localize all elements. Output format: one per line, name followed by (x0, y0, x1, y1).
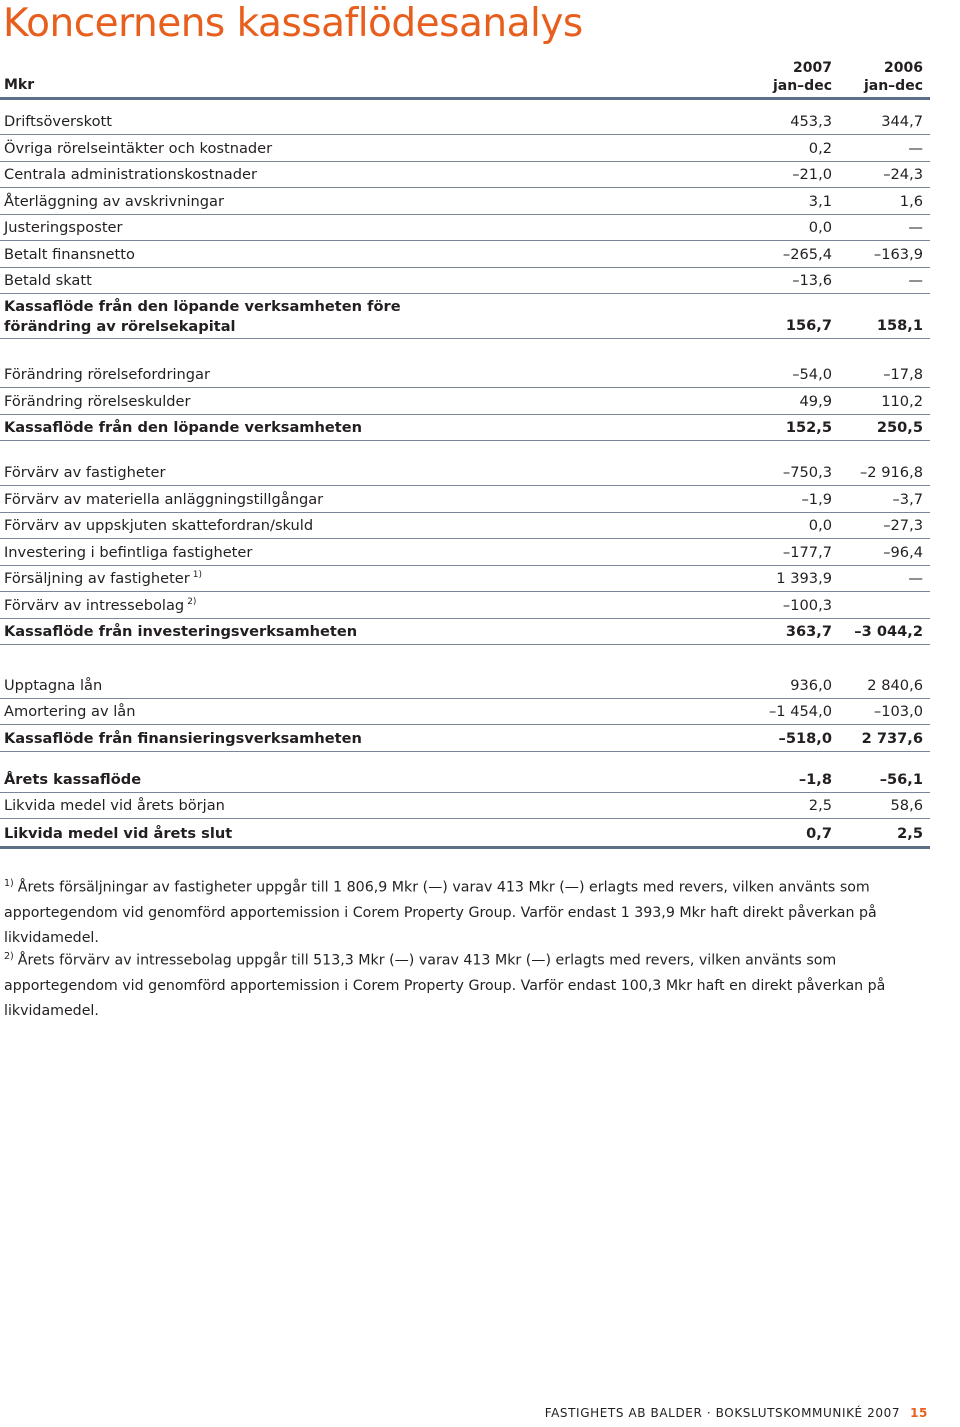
footnote-text: Årets förvärv av intressebolag uppgår till 513,3 Mkr (—) varav 413 Mkr (—) erlagts med revers, vilken använts som apportegendom vid genomförd apportemission i Corem Property Group. Varför endast 100,3 Mkr haft en direkt påverkan på likvidamedel. (4, 952, 886, 1019)
row-label: Upptagna lån (4, 677, 103, 694)
column-year: 2007 (793, 60, 832, 76)
value-2006: — (908, 272, 923, 289)
table-row (0, 135, 930, 162)
row-label-text: Förvärv av intressebolag (4, 597, 185, 614)
row-label: Kassaflöde från den löpande verksamheten (4, 419, 363, 436)
table-row (0, 672, 930, 699)
value-2007: 156,7 (785, 317, 832, 334)
page-footer (545, 1406, 928, 1420)
value-2006: 1,6 (899, 193, 923, 210)
value-2007: –13,6 (792, 272, 832, 289)
table-row (0, 361, 930, 388)
value-2007: –177,7 (782, 544, 832, 561)
value-2006: –3,7 (892, 491, 923, 508)
value-2006: — (908, 140, 923, 157)
column-period: jan–dec (772, 78, 832, 94)
value-2007: –1,8 (798, 771, 832, 788)
value-2006: 110,2 (881, 393, 923, 410)
table-row (0, 698, 930, 725)
row-label: Förvärv av fastigheter (4, 464, 166, 481)
value-2007: –518,0 (778, 730, 832, 747)
row-label (4, 597, 196, 614)
value-2006: 344,7 (881, 113, 923, 130)
page-title: Koncernens kassaflödesanalys (3, 1, 583, 46)
row-label: Driftsöverskott (4, 113, 112, 130)
row-label: Årets kassaflöde (4, 771, 142, 788)
column-period: jan–dec (863, 78, 923, 94)
value-2007: 0,7 (806, 825, 832, 842)
value-2006: 2,5 (897, 825, 923, 842)
subtotal-row (0, 766, 930, 793)
value-2006: –2 916,8 (860, 464, 923, 481)
total-row (0, 820, 930, 849)
row-label-text: Försäljning av fastigheter (4, 570, 190, 587)
row-label: Likvida medel vid årets början (4, 797, 225, 814)
value-2006: –17,8 (883, 366, 923, 383)
value-2007: –54,0 (792, 366, 832, 383)
value-2007: 936,0 (790, 677, 832, 694)
table-row (0, 512, 930, 539)
value-2006: –56,1 (879, 771, 923, 788)
footnote-1 (4, 871, 924, 951)
footer-text: FASTIGHETS AB BALDER · BOKSLUTSKOMMUNIKÉ 2007 (544, 1406, 901, 1420)
subtotal-row (0, 618, 930, 645)
footnote-2 (4, 944, 924, 1024)
row-label: Betald skatt (4, 272, 92, 289)
value-2007: 3,1 (808, 193, 832, 210)
row-label: Övriga rörelseintäkter och kostnader (4, 140, 273, 157)
value-2006: –24,3 (883, 166, 923, 183)
table-row (0, 592, 930, 619)
table-row (0, 108, 930, 135)
row-label: Förändring rörelseskulder (4, 393, 191, 410)
row-label: Kassaflöde från investeringsverksamheten (4, 623, 358, 640)
row-label-line: förändring av rörelsekapital (4, 318, 236, 335)
table-row (0, 241, 930, 268)
value-2007: 363,7 (785, 623, 832, 640)
value-2007: –265,4 (782, 246, 832, 263)
value-2006: 2 737,6 (861, 730, 923, 747)
column-year: 2006 (884, 60, 923, 76)
value-2007: 1 393,9 (776, 570, 832, 587)
value-2006: 58,6 (890, 797, 923, 814)
header-rule (0, 97, 930, 100)
subtotal-row (0, 414, 930, 441)
row-label: Centrala administrationskostnader (4, 166, 257, 183)
value-2007: –750,3 (782, 464, 832, 481)
value-2007: –100,3 (782, 597, 832, 614)
table-row (0, 792, 930, 819)
row-label: Förändring rörelsefordringar (4, 366, 210, 383)
footnote-marker: 2) (4, 951, 14, 962)
value-2006: 2 840,6 (867, 677, 923, 694)
row-label: Investering i befintliga fastigheter (4, 544, 253, 561)
table-row (0, 161, 930, 188)
row-label: Återläggning av avskrivningar (4, 193, 224, 210)
table-row (0, 388, 930, 415)
value-2007: –21,0 (792, 166, 832, 183)
row-label: Kassaflöde från finansieringsverksamheten (4, 730, 362, 747)
value-2006: 158,1 (876, 317, 923, 334)
column-header-2006 (864, 59, 923, 95)
row-label: Betalt finansnetto (4, 246, 135, 263)
table-row (0, 188, 930, 215)
value-2007: 2,5 (808, 797, 832, 814)
unit-label: Mkr (4, 77, 35, 93)
subtotal-row (0, 725, 930, 752)
footnote-marker: 1) (192, 570, 203, 581)
table-header (0, 55, 930, 101)
page-number: 15 (910, 1406, 928, 1420)
table-row (0, 267, 930, 294)
table-row (0, 214, 930, 241)
column-header-2007 (773, 59, 832, 95)
table-row (0, 565, 930, 592)
value-2007: 453,3 (790, 113, 832, 130)
row-label (4, 297, 401, 337)
value-2006: –96,4 (883, 544, 923, 561)
value-2007: 0,0 (808, 219, 832, 236)
row-label (4, 570, 202, 587)
value-2007: 0,2 (808, 140, 832, 157)
row-label-line: Kassaflöde från den löpande verksamheten före (4, 298, 401, 315)
footnote-text: Årets försäljningar av fastigheter uppgår till 1 806,9 Mkr (—) varav 413 Mkr (—) erlagts med revers, vilken använts som apportegendom vid genomförd apportemission i Corem Property Group. Varför endast 1 393,9 Mkr haft direkt påverkan på likvidamedel. (4, 879, 877, 946)
row-label: Förvärv av uppskjuten skattefordran/skuld (4, 517, 314, 534)
value-2006: –27,3 (883, 517, 923, 534)
value-2006: — (908, 219, 923, 236)
value-2007: 49,9 (799, 393, 832, 410)
footnote-marker: 2) (187, 597, 197, 608)
table-row (0, 486, 930, 513)
footnote-marker: 1) (4, 878, 14, 889)
value-2007: –1,9 (801, 491, 832, 508)
row-label: Amortering av lån (4, 703, 136, 720)
row-label: Justeringsposter (4, 219, 123, 236)
value-2007: –1 454,0 (769, 703, 832, 720)
subtotal-row (0, 294, 930, 339)
value-2007: 152,5 (785, 419, 832, 436)
row-label: Förvärv av materiella anläggningstillgångar (4, 491, 324, 508)
value-2006: –103,0 (873, 703, 923, 720)
table-row (0, 459, 930, 486)
value-2006: — (908, 570, 923, 587)
value-2007: 0,0 (808, 517, 832, 534)
table-row (0, 539, 930, 566)
value-2006: –3 044,2 (854, 623, 923, 640)
row-label: Likvida medel vid årets slut (4, 825, 233, 842)
value-2006: 250,5 (876, 419, 923, 436)
value-2006: –163,9 (873, 246, 923, 263)
